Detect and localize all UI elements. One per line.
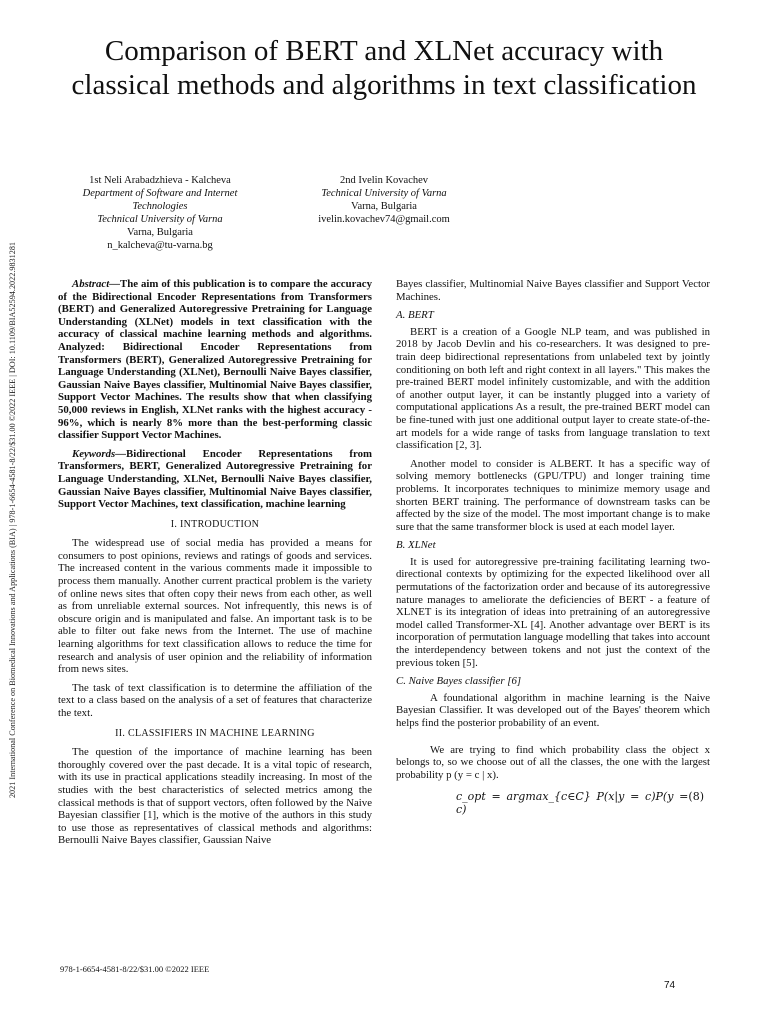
- equation-body: c_opt = argmax_{c∈C} P(x|y = c)P(y = c): [456, 790, 689, 816]
- continued-text: Bayes classifier, Multinomial Naive Bayes classifier and Support Vector Machines.: [396, 278, 710, 303]
- paper-title: Comparison of BERT and XLNet accuracy with classical methods and algorithms in text classification: [71, 35, 697, 101]
- keywords-label: Keywords—: [72, 447, 126, 460]
- page-number: 74: [664, 980, 676, 991]
- section-heading-introduction: I. INTRODUCTION: [170, 518, 260, 530]
- author-1-dept: Department of Software and Internet Technologies: [82, 188, 238, 212]
- section-heading-classifiers: II. CLASSIFIERS IN MACHINE LEARNING: [115, 727, 315, 739]
- keywords: [58, 448, 372, 511]
- equation-number: (8): [688, 790, 704, 804]
- intro-paragraph-2: The task of text classification is to determine the affiliation of the text to a class based on the analysis of a set of features that characterize the text.: [58, 681, 372, 719]
- xlnet-paragraph-1: It is used for autoregressive pre-training facilitating learning two-directional contexts by optimizing for the expected likelihood over all permutations of the factorization order and because of its autoregressive nature manages to ameliorate the deficiencies of BERT - a feature of XLNET is its integration of ideas into pretraining of an autoregressive model called Transformer-XL [4]. Another advantage over BERT is its incorporation of permutation language modelling that takes into account the interdependency between tokens and not just the context of the previous token [5].: [396, 555, 710, 669]
- author-1-email: n_kalcheva@tu-varna.bg: [107, 240, 213, 251]
- naive-bayes-paragraph-2: We are trying to find which probability class the object x belongs to, so we choose out of all the classes, the one with the largest probability p (y = c | x).: [396, 743, 710, 781]
- author-1-city: Varna, Bulgaria: [127, 227, 193, 238]
- author-2: [300, 174, 468, 226]
- subsection-heading-bert: A. BERT: [396, 309, 434, 322]
- author-2-email: ivelin.kovachev74@gmail.com: [318, 214, 450, 225]
- conference-side-note: 2021 International Conference on Biomedical Innovations and Applications (BIA) | 978-1-6654-4581-8/22/$31.00 ©2022 IEEE | DOI: 10.1109/BIA52594.2022.9831281: [8, 241, 17, 799]
- bert-paragraph-1: BERT is a creation of a Google NLP team, and was published in 2018 by Jacob Devlin and his co-researchers. It was designed to pre-train deep bidirectional representations from unlabeled text by jointly conditioning on both left and right context in all layers." This makes the pre-trained BERT model infinitely customizable, and with the addition of another output layer, it can be instantly plugged into a variety of computational applications As a result, the pre-trained BERT model can be fine-tuned with just one additional output layer to create state-of-the-art models for a wide range of tasks from language translation to text classification [2, 3].: [396, 325, 710, 452]
- right-column: [396, 278, 710, 817]
- naive-bayes-paragraph-1: A foundational algorithm in machine learning is the Naive Bayesian Classifier. It was developed out of the Bayes' theorem which helps find the posterior probability of an event.: [396, 691, 710, 729]
- subsection-heading-naive-bayes: C. Naive Bayes classifier [6]: [396, 675, 522, 688]
- author-2-org: Technical University of Varna: [321, 188, 447, 199]
- keywords-text: Bidirectional Encoder Representations from Transformers, BERT, Generalized Autoregressive Pretraining for Language Understanding, XLNet, Bernoulli Naive Bayes classifier, Gaussian Naive Bayes classifier, Multinomial Naive Bayes classifier, Support Vector Machines, text classification, machine learning: [58, 447, 372, 511]
- footer-copyright: 978-1-6654-4581-8/22/$31.00 ©2022 IEEE: [60, 964, 210, 974]
- abstract: [58, 278, 372, 442]
- abstract-label: Abstract—: [72, 278, 120, 290]
- author-1-name: 1st Neli Arabadzhieva - Kalcheva: [89, 175, 231, 186]
- author-2-name: 2nd Ivelin Kovachev: [339, 175, 429, 186]
- left-column: [58, 278, 372, 853]
- equation-8: [456, 791, 704, 816]
- author-1: [60, 174, 260, 252]
- abstract-text: The aim of this publication is to compare the accuracy of the Bidirectional Encoder Representations from Transformers (BERT) and Generalized Autoregressive Pretraining for Language Understanding (XLNet) models in text classification with the accuracy of classical machine learning methods and algorithms. Analyzed: Bidirectional Encoder Representations from Transformers (BERT), Generalized Autoregressive Pretraining for Language Understanding (XLNet), Bernoulli Naive Bayes classifier, Gaussian Naive Bayes classifier, Multinomial Naive Bayes classifier, Support Vector Machines. The results show that when classifying 50,000 reviews in English, XLNet ranks with the highest accuracy - 96%, which is nearly 8% more than the best-performing classic classifier Support Vector Machines.: [58, 278, 372, 442]
- subsection-heading-xlnet: B. XLNet: [396, 539, 436, 552]
- classifiers-paragraph-1: The question of the importance of machine learning has been thoroughly covered over the past decade. It is a vital topic of research, with its use in practical applications steadily increasing. In most of the studies with the best characteristics of selected metrics among the classical methods is that of support vectors, often followed by the Naive Bayesian classifier [1], which is the motive of the authors in this study to use those as representatives of classical methods and algorithms: Bernoulli Naive Bayes classifier, Gaussian Naive: [58, 746, 372, 847]
- bert-paragraph-2: Another model to consider is ALBERT. It has a specific way of solving memory bottlenecks (GPU/TPU) and longer training time problems. It incorporates techniques to minimize memory usage and shorten BERT training. The performance of downstream tasks can be affected by the size of the model. The most important change is to make sure that the same transformer block is used at each model layer.: [396, 457, 710, 533]
- intro-paragraph-1: The widespread use of social media has provided a means for consumers to post opinions, reviews and ratings of goods and services. The increased content in the various comments made it impossible to process them manually. Another current practical problem is the variety of online news sites that often copy their news from each other, as well as from unreliable external sources. Not infrequently, this news is of obscure origin and is manipulated and false. An important task is to be able to filter out fake news from the Internet. The use of machine learning algorithms for text classification allows to reduce the time for research and analysis of user opinion and the reliability of information from news sites.: [58, 537, 372, 676]
- author-2-city: Varna, Bulgaria: [351, 201, 417, 212]
- author-1-org: Technical University of Varna: [97, 214, 223, 225]
